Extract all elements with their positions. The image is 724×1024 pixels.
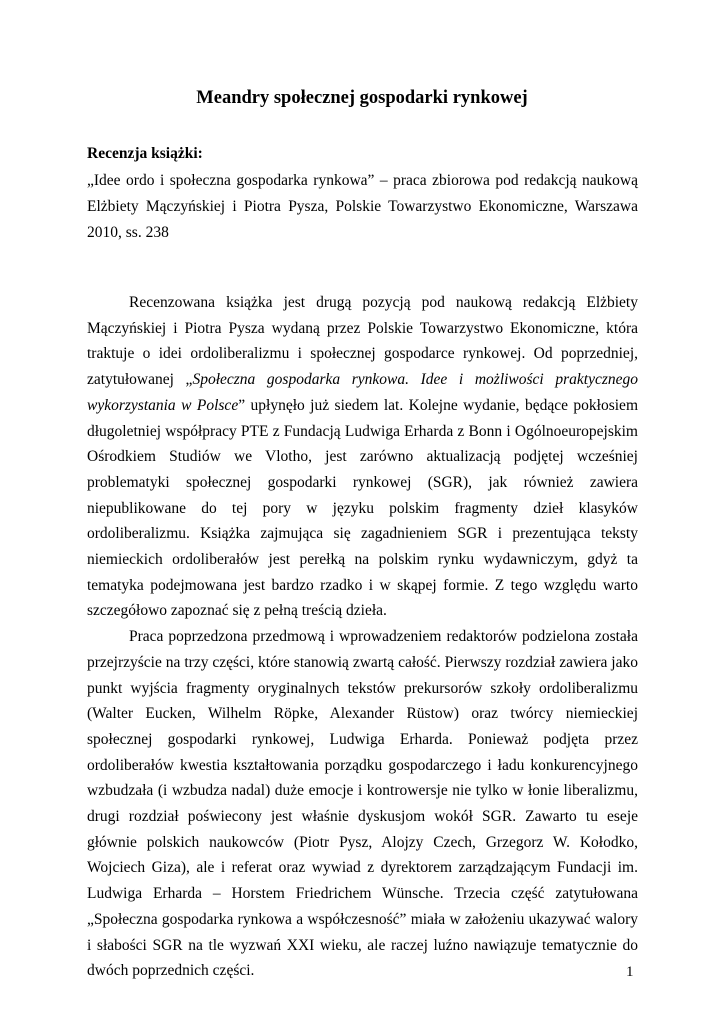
- review-body: [87, 290, 638, 984]
- paragraph-1-text-a: Recenzowana książka jest drugą pozycją pod naukową redakcją Elżbiety Mączyńskiej i Piotra Pysza wydaną przez Polskie Towarzystwo Ekonomiczne, która traktuje o idei ordoliberalizmu i społecznej gospodarce rynkowej. Od poprzedniej, zatytułowanej „: [87, 294, 638, 389]
- review-label: Recenzja książki:: [87, 145, 203, 162]
- book-citation: „Idee ordo i społeczna gospodarka rynkowa” – praca zbiorowa pod redakcją naukową Elżbiety Mączyńskiej i Piotra Pysza, Polskie Towarzystwo Ekonomiczne, Warszawa 2010, ss. 238: [87, 172, 638, 241]
- paragraph-1-text-b: ” upłynęło już siedem lat. Kolejne wydanie, będące pokłosiem długoletniej współpracy PTE z Fundacją Ludwiga Erharda z Bonn i Ogólnoeuropejskim Ośrodkiem Studiów we Vlotho, jest zarówno aktualizacją podjętej wcześniej problematyki społecznej gospodarki rynkowej (SGR), jak również zawiera niepublikowane do tej pory w języku polskim fragmenty dzieł klasyków ordoliberalizmu. Książka zajmująca się zagadnieniem SGR i prezentująca teksty niemieckich ordoliberałów jest perełką na polskim rynku wydawniczym, gdyż ta tematyka podejmowana jest bardzo rzadko i w skąpej formie. Z tego względu warto szczegółowo zapoznać się z pełną treścią dzieła.: [87, 396, 638, 620]
- paragraph-2: Praca poprzedzona przedmową i wprowadzeniem redaktorów podzielona została przejrzyście na trzy części, które stanowią zwartą całość. Pierwszy rozdział zawiera jako punkt wyjścia fragmenty oryginalnych tekstów prekursorów szkoły ordoliberalizmu (Walter Eucken, Wilhelm Röpke, Alexander Rüstow) oraz twórcy niemieckiej społecznej gospodarki rynkowej, Ludwiga Erharda. Ponieważ podjęta przez ordoliberałów kwestia kształtowania porządku gospodarczego i ładu konkurencyjnego wzbudzała (i wzbudza nadal) duże emocje i kontrowersje nie tylko w łonie liberalizmu, drugi rozdział poświecony jest właśnie dyskusjom wokół SGR. Zawarto tu eseje głównie polskich naukowców (Piotr Pysz, Alojzy Czech, Grzegorz W. Kołodko, Wojciech Giza), ale i referat oraz wywiad z dyrektorem zarządzającym Fundacji im. Ludwiga Erharda – Horstem Friedrichem Wünsche. Trzecia część zatytułowana „Społeczna gospodarka rynkowa a współczesność” miała w założeniu ukazywać walory i słabości SGR na tle wyzwań XXI wieku, ale raczej luźno nawiązuje tematycznie do dwóch poprzednich części.: [87, 628, 638, 980]
- cited-book-title: Społeczna gospodarka rynkowa. Idee i możliwości praktycznego wykorzystania w Polsce: [87, 371, 638, 414]
- document-title: Meandry społecznej gospodarki rynkowej: [196, 88, 528, 108]
- page-number: 1: [626, 964, 634, 980]
- paragraph-1: [87, 290, 638, 624]
